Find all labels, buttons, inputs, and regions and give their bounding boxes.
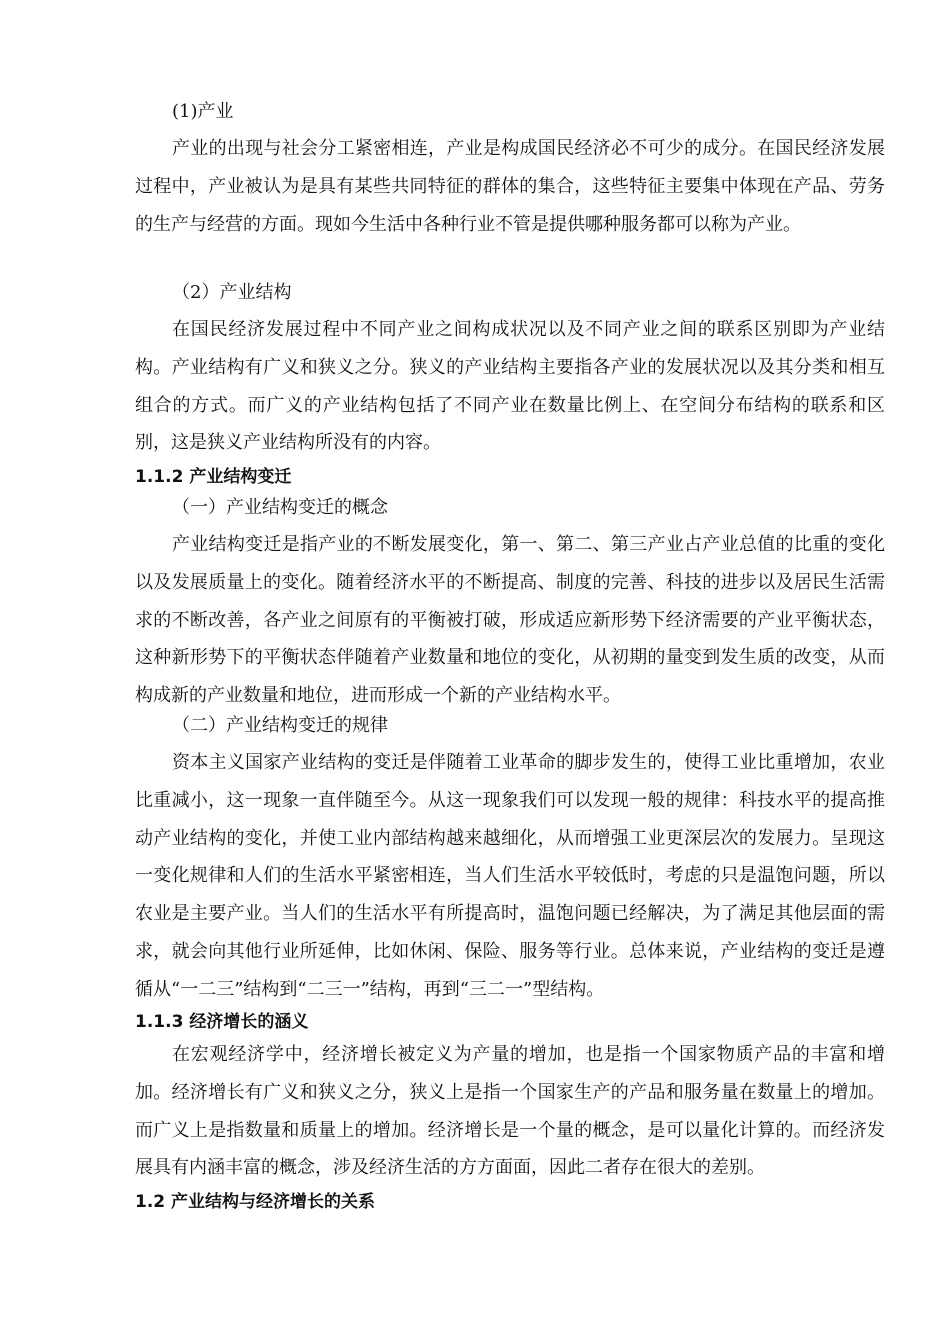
section-heading-1-1-3: 1.1.3 经济增长的涵义	[135, 1012, 309, 1032]
subsection-title-industry: (1)产业	[172, 101, 234, 122]
paragraph-change-law: 资本主义国家产业结构的变迁是伴随着工业革命的脚步发生的，使得工业比重增加，农业比重减小，这一现象一直伴随至今。从这一现象我们可以发现一般的规律：科技水平的提高推动产业结构的变化，并使工业内部结构越来越细化，从而增强工业更深层次的发展力。呈现这一变化规律和人们的生活水平紧密相连，当人们生活水平较低时，考虑的只是温饱问题，所以农业是主要产业。当人们的生活水平有所提高时，温饱问题已经解决，为了满足其他层面的需求，就会向其他行业所延伸，比如休闲、保险、服务等行业。总体来说，产业结构的变迁是遵循从“一二三”结构到“二三一”结构，再到“三二一”型结构。	[135, 752, 885, 1000]
paragraph-industry-definition: 产业的出现与社会分工紧密相连，产业是构成国民经济必不可少的成分。在国民经济发展过程中，产业被认为是具有某些共同特征的群体的集合，这些特征主要集中体现在产品、劳务的生产与经营的方面。现如今生活中各种行业不管是提供哪种服务都可以称为产业。	[135, 138, 885, 235]
section-heading-1-2: 1.2 产业结构与经济增长的关系	[135, 1192, 376, 1212]
subsection-title-change-concept: （一）产业结构变迁的概念	[172, 497, 388, 518]
paragraph-economic-growth: 在宏观经济学中，经济增长被定义为产量的增加，也是指一个国家物质产品的丰富和增加。经济增长有广义和狭义之分，狭义上是指一个国家生产的产品和服务量在数量上的增加。而广义上是指数量和质量上的增加。经济增长是一个量的概念，是可以量化计算的。而经济发展具有内涵丰富的概念，涉及经济生活的方方面面，因此二者存在很大的差别。	[135, 1044, 885, 1179]
paragraph-industrial-structure: 在国民经济发展过程中不同产业之间构成状况以及不同产业之间的联系区别即为产业结构。产业结构有广义和狭义之分。狭义的产业结构主要指各产业的发展状况以及其分类和相互组合的方式。而广义的产业结构包括了不同产业在数量比例上、在空间分布结构的联系和区别，这是狭义产业结构所没有的内容。	[135, 319, 885, 454]
section-heading-1-1-2: 1.1.2 产业结构变迁	[135, 467, 292, 487]
paragraph-change-concept: 产业结构变迁是指产业的不断发展变化，第一、第二、第三产业占产业总值的比重的变化以及发展质量上的变化。随着经济水平的不断提高、制度的完善、科技的进步以及居民生活需求的不断改善，各产业之间原有的平衡被打破，形成适应新形势下经济需要的产业平衡状态，这种新形势下的平衡状态伴随着产业数量和地位的变化，从初期的量变到发生质的改变，从而构成新的产业数量和地位，进而形成一个新的产业结构水平。	[135, 534, 885, 707]
subsection-title-change-law: （二）产业结构变迁的规律	[172, 715, 388, 736]
subsection-title-industrial-structure: （2）产业结构	[172, 282, 292, 303]
